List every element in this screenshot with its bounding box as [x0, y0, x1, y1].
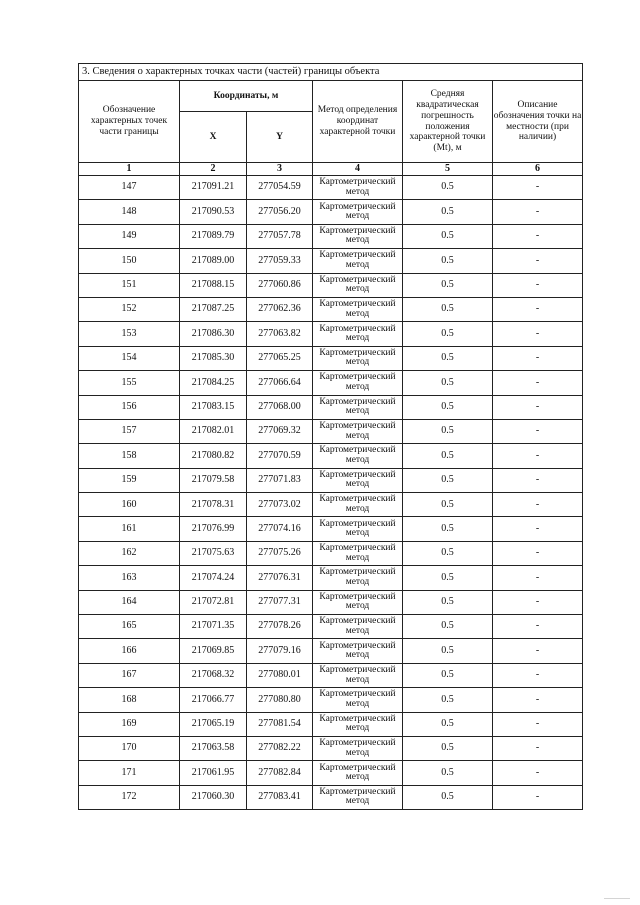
table-row — [79, 297, 583, 321]
point-number-cell: 160 — [79, 493, 180, 517]
description-cell: - — [493, 639, 583, 663]
accuracy-cell: 0.5 — [403, 688, 493, 712]
document-sheet — [78, 63, 582, 810]
table-body — [79, 176, 583, 810]
description-cell: - — [493, 688, 583, 712]
y-coordinate-cell: 277070.59 — [247, 444, 313, 468]
table-row — [79, 273, 583, 297]
method-cell: Картометрический метод — [313, 639, 403, 663]
y-coordinate-cell: 277069.32 — [247, 419, 313, 443]
x-coordinate-cell: 217082.01 — [180, 419, 247, 443]
y-coordinate-cell: 277056.20 — [247, 200, 313, 224]
point-number-cell: 166 — [79, 639, 180, 663]
point-number-cell: 161 — [79, 517, 180, 541]
accuracy-cell: 0.5 — [403, 249, 493, 273]
accuracy-cell: 0.5 — [403, 541, 493, 565]
y-coordinate-cell: 277071.83 — [247, 468, 313, 492]
y-coordinate-cell: 277075.26 — [247, 541, 313, 565]
point-number-cell: 149 — [79, 224, 180, 248]
table-row — [79, 419, 583, 443]
description-cell: - — [493, 249, 583, 273]
point-number-cell: 147 — [79, 176, 180, 200]
header-method: Метод определения координат характерной точки — [313, 81, 403, 163]
accuracy-cell: 0.5 — [403, 468, 493, 492]
table-row — [79, 444, 583, 468]
y-coordinate-cell: 277082.22 — [247, 736, 313, 760]
description-cell: - — [493, 566, 583, 590]
description-cell: - — [493, 517, 583, 541]
description-cell: - — [493, 712, 583, 736]
y-coordinate-cell: 277066.64 — [247, 371, 313, 395]
point-number-cell: 158 — [79, 444, 180, 468]
y-coordinate-cell: 277081.54 — [247, 712, 313, 736]
x-coordinate-cell: 217069.85 — [180, 639, 247, 663]
description-cell: - — [493, 176, 583, 200]
method-cell: Картометрический метод — [313, 517, 403, 541]
accuracy-cell: 0.5 — [403, 419, 493, 443]
method-cell: Картометрический метод — [313, 371, 403, 395]
x-coordinate-cell: 217060.30 — [180, 785, 247, 809]
accuracy-cell: 0.5 — [403, 395, 493, 419]
header-accuracy: Средняя квадратическая погрешность положения характерной точки (Mt), м — [403, 81, 493, 163]
accuracy-cell: 0.5 — [403, 224, 493, 248]
x-coordinate-cell: 217063.58 — [180, 736, 247, 760]
x-coordinate-cell: 217076.99 — [180, 517, 247, 541]
point-number-cell: 164 — [79, 590, 180, 614]
x-coordinate-cell: 217087.25 — [180, 297, 247, 321]
column-number: 1 — [79, 163, 180, 176]
column-number: 6 — [493, 163, 583, 176]
y-coordinate-cell: 277077.31 — [247, 590, 313, 614]
point-number-cell: 163 — [79, 566, 180, 590]
table-row — [79, 468, 583, 492]
description-cell: - — [493, 785, 583, 809]
method-cell: Картометрический метод — [313, 785, 403, 809]
header-designation: Обозначение характерных точек части границы — [79, 81, 180, 163]
header-description: Описание обозначения точки на местности (при наличии) — [493, 81, 583, 163]
method-cell: Картометрический метод — [313, 224, 403, 248]
point-number-cell: 168 — [79, 688, 180, 712]
point-number-cell: 170 — [79, 736, 180, 760]
point-number-cell: 152 — [79, 297, 180, 321]
table-row — [79, 224, 583, 248]
y-coordinate-cell: 277060.86 — [247, 273, 313, 297]
method-cell: Картометрический метод — [313, 663, 403, 687]
method-cell: Картометрический метод — [313, 176, 403, 200]
description-cell: - — [493, 224, 583, 248]
column-number: 3 — [247, 163, 313, 176]
table-row — [79, 712, 583, 736]
point-number-cell: 150 — [79, 249, 180, 273]
description-cell: - — [493, 444, 583, 468]
table-row — [79, 176, 583, 200]
point-number-cell: 153 — [79, 322, 180, 346]
x-coordinate-cell: 217085.30 — [180, 346, 247, 370]
x-coordinate-cell: 217078.31 — [180, 493, 247, 517]
y-coordinate-cell: 277078.26 — [247, 615, 313, 639]
column-number: 4 — [313, 163, 403, 176]
description-cell: - — [493, 371, 583, 395]
y-coordinate-cell: 277080.01 — [247, 663, 313, 687]
table-row — [79, 761, 583, 785]
x-coordinate-cell: 217089.79 — [180, 224, 247, 248]
x-coordinate-cell: 217091.21 — [180, 176, 247, 200]
accuracy-cell: 0.5 — [403, 517, 493, 541]
y-coordinate-cell: 277057.78 — [247, 224, 313, 248]
method-cell: Картометрический метод — [313, 688, 403, 712]
table-row — [79, 785, 583, 809]
table-row — [79, 200, 583, 224]
table-row — [79, 590, 583, 614]
table-row — [79, 395, 583, 419]
x-coordinate-cell: 217086.30 — [180, 322, 247, 346]
point-number-cell: 165 — [79, 615, 180, 639]
method-cell: Картометрический метод — [313, 761, 403, 785]
y-coordinate-cell: 277062.36 — [247, 297, 313, 321]
point-number-cell: 154 — [79, 346, 180, 370]
description-cell: - — [493, 273, 583, 297]
point-number-cell: 167 — [79, 663, 180, 687]
y-coordinate-cell: 277080.80 — [247, 688, 313, 712]
point-number-cell: 171 — [79, 761, 180, 785]
page-edge-mark — [604, 898, 630, 899]
y-coordinate-cell: 277079.16 — [247, 639, 313, 663]
description-cell: - — [493, 468, 583, 492]
description-cell: - — [493, 761, 583, 785]
header-x: X — [180, 112, 247, 163]
y-coordinate-cell: 277073.02 — [247, 493, 313, 517]
y-coordinate-cell: 277059.33 — [247, 249, 313, 273]
point-number-cell: 151 — [79, 273, 180, 297]
method-cell: Картометрический метод — [313, 419, 403, 443]
boundary-points-table — [78, 63, 583, 810]
description-cell: - — [493, 322, 583, 346]
accuracy-cell: 0.5 — [403, 493, 493, 517]
x-coordinate-cell: 217088.15 — [180, 273, 247, 297]
method-cell: Картометрический метод — [313, 712, 403, 736]
description-cell: - — [493, 297, 583, 321]
accuracy-cell: 0.5 — [403, 176, 493, 200]
method-cell: Картометрический метод — [313, 273, 403, 297]
method-cell: Картометрический метод — [313, 322, 403, 346]
table-row — [79, 371, 583, 395]
accuracy-cell: 0.5 — [403, 297, 493, 321]
x-coordinate-cell: 217090.53 — [180, 200, 247, 224]
accuracy-cell: 0.5 — [403, 346, 493, 370]
accuracy-cell: 0.5 — [403, 322, 493, 346]
method-cell: Картометрический метод — [313, 566, 403, 590]
method-cell: Картометрический метод — [313, 615, 403, 639]
x-coordinate-cell: 217074.24 — [180, 566, 247, 590]
method-cell: Картометрический метод — [313, 468, 403, 492]
table-row — [79, 615, 583, 639]
method-cell: Картометрический метод — [313, 395, 403, 419]
table-row — [79, 663, 583, 687]
header-y: Y — [247, 112, 313, 163]
x-coordinate-cell: 217065.19 — [180, 712, 247, 736]
accuracy-cell: 0.5 — [403, 761, 493, 785]
point-number-cell: 162 — [79, 541, 180, 565]
x-coordinate-cell: 217061.95 — [180, 761, 247, 785]
x-coordinate-cell: 217080.82 — [180, 444, 247, 468]
method-cell: Картометрический метод — [313, 200, 403, 224]
point-number-cell: 148 — [79, 200, 180, 224]
point-number-cell: 157 — [79, 419, 180, 443]
point-number-cell: 172 — [79, 785, 180, 809]
x-coordinate-cell: 217083.15 — [180, 395, 247, 419]
y-coordinate-cell: 277068.00 — [247, 395, 313, 419]
accuracy-cell: 0.5 — [403, 615, 493, 639]
accuracy-cell: 0.5 — [403, 444, 493, 468]
y-coordinate-cell: 277074.16 — [247, 517, 313, 541]
x-coordinate-cell: 217084.25 — [180, 371, 247, 395]
x-coordinate-cell: 217075.63 — [180, 541, 247, 565]
accuracy-cell: 0.5 — [403, 566, 493, 590]
method-cell: Картометрический метод — [313, 541, 403, 565]
table-row — [79, 517, 583, 541]
column-number: 2 — [180, 163, 247, 176]
accuracy-cell: 0.5 — [403, 712, 493, 736]
table-row — [79, 249, 583, 273]
description-cell: - — [493, 590, 583, 614]
point-number-cell: 156 — [79, 395, 180, 419]
y-coordinate-cell: 277065.25 — [247, 346, 313, 370]
table-row — [79, 541, 583, 565]
x-coordinate-cell: 217068.32 — [180, 663, 247, 687]
method-cell: Картометрический метод — [313, 444, 403, 468]
column-number: 5 — [403, 163, 493, 176]
description-cell: - — [493, 736, 583, 760]
section-title: 3. Сведения о характерных точках части (частей) границы объекта — [79, 64, 583, 81]
description-cell: - — [493, 493, 583, 517]
x-coordinate-cell: 217079.58 — [180, 468, 247, 492]
method-cell: Картометрический метод — [313, 297, 403, 321]
y-coordinate-cell: 277083.41 — [247, 785, 313, 809]
table-row — [79, 736, 583, 760]
description-cell: - — [493, 615, 583, 639]
table-row — [79, 322, 583, 346]
header-coordinates: Координаты, м — [180, 81, 313, 112]
method-cell: Картометрический метод — [313, 346, 403, 370]
description-cell: - — [493, 663, 583, 687]
table-row — [79, 639, 583, 663]
point-number-cell: 155 — [79, 371, 180, 395]
description-cell: - — [493, 200, 583, 224]
method-cell: Картометрический метод — [313, 249, 403, 273]
table-row — [79, 346, 583, 370]
x-coordinate-cell: 217089.00 — [180, 249, 247, 273]
description-cell: - — [493, 541, 583, 565]
description-cell: - — [493, 395, 583, 419]
x-coordinate-cell: 217066.77 — [180, 688, 247, 712]
table-row — [79, 688, 583, 712]
y-coordinate-cell: 277082.84 — [247, 761, 313, 785]
y-coordinate-cell: 277054.59 — [247, 176, 313, 200]
accuracy-cell: 0.5 — [403, 590, 493, 614]
method-cell: Картометрический метод — [313, 736, 403, 760]
table-row — [79, 493, 583, 517]
x-coordinate-cell: 217071.35 — [180, 615, 247, 639]
y-coordinate-cell: 277076.31 — [247, 566, 313, 590]
accuracy-cell: 0.5 — [403, 371, 493, 395]
accuracy-cell: 0.5 — [403, 273, 493, 297]
accuracy-cell: 0.5 — [403, 785, 493, 809]
accuracy-cell: 0.5 — [403, 736, 493, 760]
method-cell: Картометрический метод — [313, 493, 403, 517]
accuracy-cell: 0.5 — [403, 639, 493, 663]
description-cell: - — [493, 346, 583, 370]
description-cell: - — [493, 419, 583, 443]
method-cell: Картометрический метод — [313, 590, 403, 614]
point-number-cell: 169 — [79, 712, 180, 736]
point-number-cell: 159 — [79, 468, 180, 492]
accuracy-cell: 0.5 — [403, 200, 493, 224]
table-row — [79, 566, 583, 590]
accuracy-cell: 0.5 — [403, 663, 493, 687]
x-coordinate-cell: 217072.81 — [180, 590, 247, 614]
y-coordinate-cell: 277063.82 — [247, 322, 313, 346]
